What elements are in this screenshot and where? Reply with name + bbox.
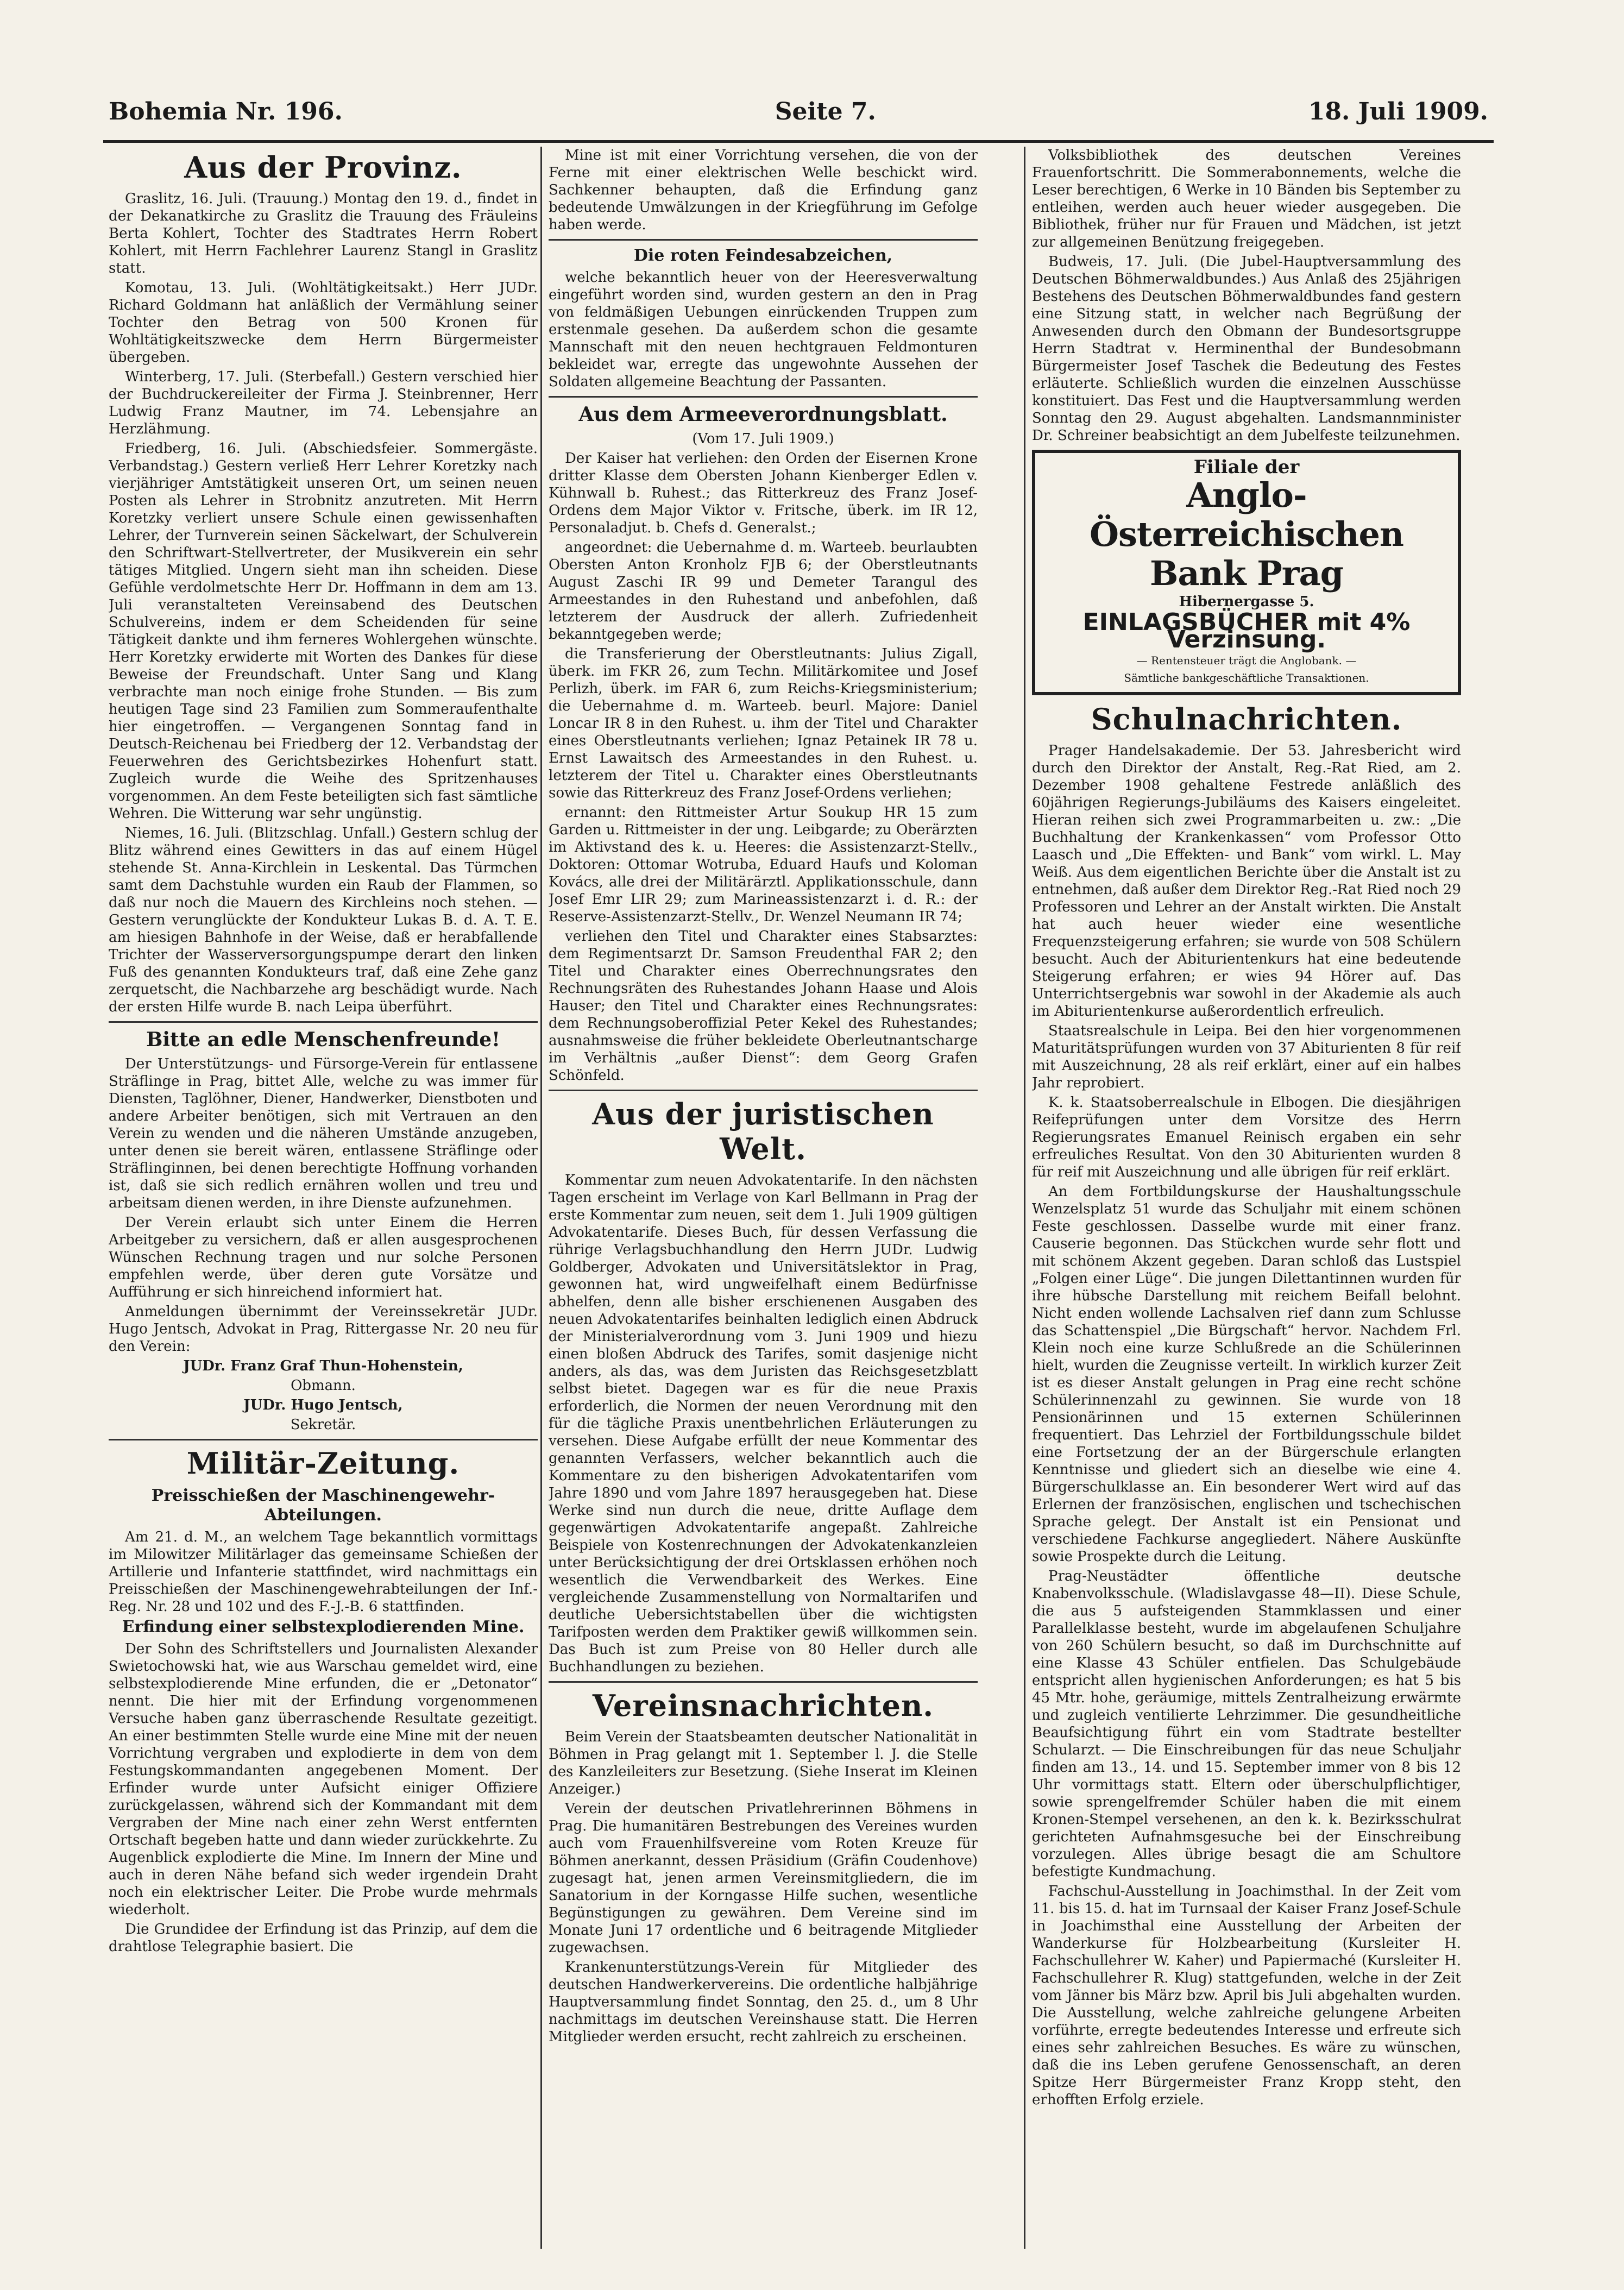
provinz-article: Friedberg, 16. Juli. (Abschiedsfeier. Sommergäste. Verbandstag.) Gestern verließ Herr Lehrer Koretzky nach vierjähriger Amtstätigkeit unseren Ort, um seinen neuen Posten als Lehrer in Strobnitz anzutreten. Mit Herrn Koretzky verliert unsere Schule einen gewissenhaften Lehrer, der Turnverein seinen Säckelwart, der Schulverein den Schriftwart-Stellvertreter, der Musikverein ein sehr tätiges Mitglied. Ungern sieht man ihn scheiden. Diese Gefühle verdolmetschte Herr Dr. Hoffmann in dem am 13. Juli veranstalteten Vereinsabend des Deutschen Schulvereins, indem er dem Scheidenden für seine Tätigkeit dankte und ihm ferneres Wohlergehen wünschte. Herr Koretzky erwiderte mit Worten des Dankes für diese Beweise der Freundschaft. Unter Sang und Klang verbrachte man noch einige frohe Stunden. — Bis zum heutigen Tage sind 23 Familien zum Sommeraufenthalte hier eingetroffen. — Vergangenen Sonntag fand in Deutsch-Reichenau bei Friedberg der 12. Verbandstag der Feuerwehren des Gerichtsbezirkes Hohenfurt statt. Zugleich wurde die Weihe des Spritzenhauses vorgenommen. An dem Feste beteiligten sich fast sämtliche Wehren. Die Witterung war sehr ungünstig. (109, 441, 538, 822)
header-page-number: Seite 7. (775, 97, 876, 125)
armee-paragraph: die Transferierung der Oberstleutnants: Julius Zigall, überk. im FKR 26, zum Techn. Militärkomitee und Josef Perlizh, überk. im FAR 6, zum Reichs-Kriegsministerium; die Uebernahme d. m. Warteeb. beurl. Majore: Daniel Loncar IR 8 in den Ruhest. u. ihm der Titel und Charakter eines Oberstleutnants verliehen; Ignaz Petainek IR 78 u. Ernst Lawaitsch des Armeestandes in den Ruhest. u. letzterem der Titel u. Charakter eines Oberstleutnants sowie das Ritterkreuz des Franz Josef-Ordens verliehen; (549, 646, 978, 801)
signature-name: JUDr. Hugo Jentsch, (243, 1397, 403, 1413)
erfindung-heading: Erfindung einer selbstexplodierenden Mine. (122, 1618, 525, 1637)
verein-paragraph: Krankenunterstützungs-Verein für Mitglieder des deutschen Handwerkervereins. Die ordentliche halbjährige Hauptversammlung findet Sonntag, den 25. d., um 8 Uhr nachmittags im deutschen Vereinshause statt. Die Herren Mitglieder werden ersucht, recht zahlreich zu erscheinen. (549, 1959, 978, 2045)
jur-paragraph: Kommentar zum neuen Advokatentarife. In den nächsten Tagen erscheint im Verlage von Karl Bellmann in Prag der erste Kommentar zum neuen, seit dem 1. Juli 1909 gültigen Advokatentarife. Dieses Buch, für dessen Verfassung die rührige Verlagsbuchhandlung den Herrn JUDr. Ludwig Goldberger, Advokaten und Universitätslektor in Prag, gewonnen hat, wird ungweifelhaft einem Bedürfnisse abhelfen, denn alle bisher erschienenen Ausgaben des neuen Advokatentarifes beinhalten lediglich einen Abdruck der Ministerialverordnung vom 3. Juni 1909 und hiezu einen bloßen Abdruck des Tarifes, somit dasjenige nicht anders, als das, was dem Juristen das Reichsgesetzblatt selbst bietet. Dagegen war es für die neue Praxis erforderlich, die Normen der neuen Verordnung mit den für die tägliche Praxis unentbehrlichen Erläuterungen zu versehen. Diese Aufgabe erfüllt der neue Kommentar des genannten Verfassers, welcher bekanntlich auch die Kommentare zu den bisherigen Advokatentarifen vom Jahre 1890 und vom Jahre 1897 herausgegeben hat. Diese Werke sind nun durch die neue, dritte Auflage dem gegenwärtigen Advokatentarife angepaßt. Zahlreiche Beispiele von Kostenrechnungen der Advokatenkanzleien unter Berücksichtigung der drei Ortsklassen erhöhen noch wesentlich die Verwendbarkeit des Werkes. Eine vergleichende Zusammenstellung von Normaltarifen und deutliche Uebersichtstabellen über die wichtigsten Tarifposten werden dem Praktiker gewiß willkommen sein. Das Buch ist zum Preise von 80 Heller durch alle Buchhandlungen zu beziehen. (549, 1172, 978, 1675)
preis-paragraph: Am 21. d. M., an welchem Tage bekanntlich vormittags im Milowitzer Militärlager das gemeinsame Schießen der Artillerie und Infanterie stattfindet, wird nachmittags ein Preisschießen der Maschinengewehrabteilungen der Inf.-Reg. Nr. 28 und 102 und des F.-J.-B. 6 stattfinden. (109, 1529, 538, 1615)
verein-paragraph: Verein der deutschen Privatlehrerinnen Böhmens in Prag. Die humanitären Bestrebungen des Vereines wurden auch vom Frauenhilfsvereine vom Roten Kreuze für Böhmen anerkannt, dessen Präsidium (Gräfin Coudenhove) zugesagt hat, jenen armen Vereinsmitgliedern, die im Sanatorium in der Korngasse Hilfe suchen, wesentliche Begünstigungen zu gewähren. Dem Vereine sind im Monate Juni 17 ordentliche und 6 beitragende Mitglieder zugewachsen. (549, 1801, 978, 1956)
schul-paragraph: Prag-Neustädter öffentliche deutsche Knabenvolksschule. (Wladislavgasse 48—II). Diese Schule, die aus 5 aufsteigenden Stammklassen und einer Parallelklasse besteht, wurde im abgelaufenen Schuljahre von 260 Schülern besucht, so daß im Durchschnitte auf eine Klasse 43 Schüler entfielen. Das Schulgebäude entspricht allen hygienischen Anforderungen; es hat 5 bis 45 Mtr. hohe, geräumige, mittels Zentralheizung erwärmte und zugleich ventilierte Lehrzimmer. Die gesundheitliche Beaufsichtigung führt ein vom Stadtrate bestellter Schularzt. — Die Einschreibungen für das neue Schuljahr finden am 13., 14. und 15. September immer von 8 bis 12 Uhr vormittags statt. Eltern oder überschulpflichtiger, sowie sprengelfremder Schüler haben die mit einem Kronen-Stempel versehenen, an den k. k. Bezirksschulrat gerichteten Aufnahmsgesuche bei der Einschreibung vorzulegen. Alles übrige besagt die am Schultore befestigte Kundmachung. (1032, 1568, 1461, 1880)
armee-paragraph: ernannt: den Rittmeister Artur Soukup HR 15 zum Garden u. Rittmeister in der ung. Leibgarde; zu Oberärzten im Aktivstand des k. u. Heeres: die Assistenzarzt-Stellv., Doktoren: Ottomar Wotruba, Eduard Haufs und Koloman Kovács, alle drei der Militärärztl. Applikationsschule, dann Josef Emr LIR 29; zum Marineassistenzarzt i. d. R.: der Reserve-Assistenzarzt-Stellv., Dr. Wenzel Neumann IR 74; (549, 804, 978, 925)
provinz-article: Winterberg, 17. Juli. (Sterbefall.) Gestern verschied hier der Buchdruckereileiter der Firma J. Steinbrenner, Herr Ludwig Franz Mautner, im 74. Lebensjahre an Herzlähmung. (109, 369, 538, 437)
armee-heading: Aus dem Armeeverordnungsblatt. (578, 403, 948, 426)
bitte-heading: Bitte an edle Menschenfreunde! (146, 1028, 500, 1051)
preis-heading: Preisschießen der Maschinengewehr-Abteilungen. (151, 1486, 495, 1525)
erfindung-paragraph: Die Grundidee der Erfindung ist das Prinzip, auf dem die drahtlose Telegraphie basiert. Die (109, 1921, 538, 1955)
bitte-paragraph: Der Unterstützungs- und Fürsorge-Verein für entlassene Sträflinge in Prag, bittet Alle, welche zu was immer für Diensten, Taglöhner, Diener, Handwerker, Dienstboten und andere Arbeiter benötigen, sich mit Vertrauen an den Verein zu wenden und die näheren Umstände anzugeben, unter denen sie bereit wären, entlassene Sträflinge oder Sträflinginnen, bei denen berechtigte Hoffnung vorhanden ist, daß sie sich redlich ernähren wollen und treu und arbeitsam dienen werden, in ihre Dienste aufzunehmen. (109, 1056, 538, 1211)
militaer-heading: Militär-Zeitung. (186, 1446, 460, 1481)
provinz-heading: Aus der Provinz. (184, 150, 462, 185)
bank-advertisement (1032, 450, 1461, 695)
schul-paragraph: An dem Fortbildungskurse der Haushaltungsschule Wenzelsplatz 51 wurde das Schuljahr mit einem schönen Feste geschlossen. Dasselbe wurde mit einer franz. Causerie begonnen. Das Stückchen wurde sehr flott und mit schönem Akzent gegeben. Daran schloß das Lustspiel „Folgen einer Lüge“. Die jungen Dilettantinnen wurden für ihre hübsche Darstellung mit reichem Beifall belohnt. Nicht enden wollende Lachsalven rief dann zum Schlusse das Schattenspiel „Die Bürgschaft“ hervor. Nachdem Frl. Klein noch eine kurze Schlußrede an die Schülerinnen hielt, wurden die Zeugnisse verteilt. In wirklich kurzer Zeit ist es dieser Anstalt gelungen in Prag eine recht schöne Schülerinnenzahl zu gewinnen. Sie wurde von 18 Pensionärinnen und 15 externen Schülerinnen frequentiert. Das Lehrziel der Fortbildungsschule bildet eine Fortsetzung der an der Bürgerschule erlangten Kenntnisse und gliedert sich an dieselbe wie eine 4. Bürgerschulklasse an. Ein besonderer Wert wird auf das Erlernen der französischen, englischen und tschechischen Sprache gelegt. Der Anstalt ist ein Pensionat und verschiedene Fachkurse angegliedert. Nähere Auskünfte sowie Prospekte durch die Leitung. (1032, 1184, 1461, 1565)
column-divider (1024, 147, 1025, 2249)
ad-note: — Rentensteuer trägt die Anglobank. — (1136, 654, 1357, 667)
provinz-article: Komotau, 13. Juli. (Wohltätigkeitsakt.) Herr JUDr. Richard Goldmann hat anläßlich der Vermählung seiner Tochter den Betrag von 500 Kronen für Wohltätigkeitszwecke dem Herrn Bürgermeister übergeben. (109, 280, 538, 366)
jur-heading: Aus der juristischen Welt. (592, 1097, 934, 1166)
column-1 (109, 147, 538, 2254)
page-header (109, 87, 1488, 136)
volks-paragraph: Volksbibliothek des deutschen Vereines Frauenfortschritt. Die Sommerabonnements, welche die Leser berechtigen, 6 Werke in 10 Bänden bis September zu entleihen, werden auch heuer wieder ausgegeben. Die Bibliothek, früher nur für Frauen und Mädchen, ist jetzt zur allgemeinen Benützung freigegeben. (1032, 147, 1461, 250)
armee-paragraph: Der Kaiser hat verliehen: den Orden der Eisernen Krone dritter Klasse dem Obersten Johann Kienberger Edlen v. Kühnwall b. Ruhest.; das Ritterkreuz des Franz Josef-Ordens dem Major Viktor v. Fritsche, überk. im IR 12, Personaladjut. b. Chefs d. Generalst.; (549, 450, 978, 536)
header-rule (103, 140, 1494, 143)
provinz-article: Niemes, 16. Juli. (Blitzschlag. Unfall.) Gestern schlug der Blitz während eines Gewitters in das auf einem Hügel stehende St. Anna-Kirchlein in Leskental. Das Türmchen samt dem Dachstuhle wurden ein Raub der Flammen, so daß nur noch die Mauern des Kirchleins noch stehen. — Gestern verunglückte der Kondukteur Lukas B. d. A. T. E. am hiesigen Bahnhofe in der Weise, daß er herabfallende Trichter der Wasserversorgungspumpe derart den linken Fuß des genannten Kondukteurs traf, daß eine Zehe ganz zerquetscht, die Nachbarzehe arg beschädigt wurde. Nach der ersten Hilfe wurde B. nach Leipa überführt. (109, 825, 538, 1015)
bitte-paragraph: Der Verein erlaubt sich unter Einem die Herren Arbeitgeber zu versichern, daß er allen ausgesprochenen Wünschen Rechnung tragen und nur solche Personen empfehlen werde, über deren gute Vorsätze und Aufführung er sich hinreichend informiert hat. (109, 1215, 538, 1300)
provinz-article: Graslitz, 16. Juli. (Trauung.) Montag den 19. d., findet in der Dekanatkirche zu Graslitz die Trauung des Fräuleins Berta Kohlert, Tochter des Stadtrates Herrn Robert Kohlert, mit Herrn Fachlehrer Laurenz Stangl in Graslitz statt. (109, 191, 538, 276)
column-divider (540, 147, 542, 2249)
schul-paragraph: Prager Handelsakademie. Der 53. Jahresbericht wird durch den Direktor der Anstalt, Reg.-Rat Ried, am 2. Dezember 1908 gehaltene Festrede anläßlich des 60jährigen Regierungs-Jubiläums des Kaisers eingeleitet. Hieran reihen sich zwei Programmarbeiten u. zw.: „Die Buchhaltung der Krankenkassen“ vom Professor Otto Laasch und „Die Effekten- und Bank“ vom wirkl. L. May Weiß. Aus dem eigentlichen Berichte über die Anstalt ist zu entnehmen, daß außer dem Direktor Reg.-Rat Ried noch 29 Professoren und Lehrer an der Anstalt wirkten. Die Anstalt hat auch heuer wieder eine wesentliche Frequenzsteigerung erfahren; sie wurde von 508 Schülern besucht. Auch der Abiturientenkurs hat eine bedeutende Steigerung erfahren; er wies 94 Hörer auf. Das Unterrichtsergebnis war sowohl in der Akademie als auch im Abiturientenkurse außerordentlich erfreulich. (1032, 743, 1461, 1020)
column-2 (549, 147, 978, 2254)
verein-heading: Vereinsnachrichten. (592, 1688, 934, 1723)
signature-role: Obmann. (291, 1377, 356, 1394)
budweis-paragraph: Budweis, 17. Juli. (Die Jubel-Hauptversammlung des Deutschen Böhmerwaldbundes.) Aus Anlaß des 25jährigen Bestehens des Deutschen Böhmerwaldbundes fand gestern eine Sitzung statt, in welcher nach Begrüßung der Anwesenden durch den Obmann der Bundesortsgruppe Herrn Stadtrat v. Herminenthal der Bundesobmann Bürgermeister Josef Taschek die Bedeutung des Festes erläuterte. Schließlich wurden die einzelnen Ausschüsse konstituiert. Das Fest und die Hauptversammlung werden Sonntag den 29. August abgehalten. Landsmannminister Dr. Schreiner beabsichtigt an dem Jubelfeste teilzunehmen. (1032, 254, 1461, 444)
section-rule (549, 239, 978, 241)
erfindung-paragraph: Der Sohn des Schriftstellers und Journalisten Alexander Swietochowski hat, wie aus Warschau gemeldet wird, eine selbstexplodierende Mine erfunden, die er „Detonator“ nennt. Die hier mit der Erfindung vorgenommenen Versuche haben ganz überraschende Resultate gezeitigt. An einer bestimmten Stelle wurde eine Mine mit der neuen Vorrichtung vergraben und explodierte in dem von dem Festungskommandanten angegebenen Moment. Der Erfinder wurde unter Aufsicht einiger Offiziere zurückgelassen, während sich der Kommandant mit dem Vergraben der Mine nach einer zehn Werst entfernten Ortschaft begeben hatte und dann wieder zurückkehrte. Zu Augenblick explodierte die Mine. Im Innern der Mine und auch in deren Nähe befand sich weder irgendein Draht noch ein elektrischer Leiter. Die Probe wurde mehrmals wiederholt. (109, 1641, 538, 1918)
signature-name: JUDr. Franz Graf Thun-Hohenstein, (183, 1358, 463, 1374)
section-rule (109, 1439, 538, 1440)
signature-role: Sekretär. (290, 1417, 356, 1433)
verein-paragraph: Beim Verein der Staatsbeamten deutscher Nationalität in Böhmen in Prag gelangt mit 1. September l. J. die Stelle des Kanzleileiters zur Besetzung. (Siehe Inserat im Kleinen Anzeiger.) (549, 1729, 978, 1797)
header-issue: Bohemia Nr. 196. (109, 97, 343, 125)
rote-paragraph: welche bekanntlich heuer von der Heeresverwaltung eingeführt worden sind, wurden gestern an den in Prag von feldmäßigen Uebungen einrückenden Truppen zum erstenmale gesehen. Da außerdem schon die gesamte Mannschaft mit den neuen hechtgrauen Feldmonturen bekleidet war, erregte das ungewohnte Aussehen der Soldaten allgemeine Beachtung der Passanten. (549, 269, 978, 390)
mine-continuation: Mine ist mit einer Vorrichtung versehen, die von der Ferne mit einer elektrischen Welle beschickt wird. Sachkenner behaupten, daß die Erfindung ganz bedeutende Umwälzungen in der Kriegführung im Gefolge haben werde. (549, 147, 978, 233)
bitte-paragraph: Anmeldungen übernimmt der Vereinssekretär JUDr. Hugo Jentsch, Advokat in Prag, Rittergasse Nr. 20 neu für den Verein: (109, 1304, 538, 1355)
schul-paragraph: K. k. Staatsoberrealschule in Elbogen. Die diesjährigen Reifeprüfungen unter dem Vorsitze des Herrn Regierungsrates Emanuel Reinisch ergaben ein sehr erfreuliches Resultat. Von den 30 Abiturienten wurden 8 für reif mit Auszeichnung und alle übrigen für reif erklärt. (1032, 1094, 1461, 1180)
schul-paragraph: Fachschul-Ausstellung in Joachimsthal. In der Zeit vom 11. bis 15. d. hat im Turnsaal der Kaiser Franz Josef-Schule in Joachimsthal eine Ausstellung der Arbeiten der Wanderkurse für Holzbearbeitung (Kursleiter H. Fachschullehrer W. Kaher) und Papiermaché (Kursleiter H. Fachschullehrer R. Klug) stattgefunden, welche in der Zeit vom Jänner bis März bzw. April bis Juli abgehalten wurden. Die Ausstellung, welche zahlreiche gelungene Arbeiten vorführte, erregte bedeutendes Interesse und erfreute sich eines sehr zahlreichen Besuches. Es wäre zu wünschen, daß die ins Leben gerufene Genossenschaft, an deren Spitze Herr Bürgermeister Franz Kropp steht, den erhofften Erfolg erziele. (1032, 1883, 1461, 2108)
armee-date: (Vom 17. Juli 1909.) (692, 431, 834, 447)
rote-heading: Die roten Feindesabzeichen, (633, 246, 893, 265)
schul-paragraph: Staatsrealschule in Leipa. Bei den hier vorgenommenen Maturitätsprüfungen wurden von 37 Abiturienten 8 für reif mit Auszeichnung, 28 als reif erklärt, einer auf ein halbes Jahr reprobiert. (1032, 1023, 1461, 1091)
header-date: 18. Juli 1909. (1308, 97, 1488, 125)
ad-note: Sämtliche bankgeschäftliche Transaktionen. (1124, 671, 1369, 684)
armee-paragraph: angeordnet: die Uebernahme d. m. Warteeb. beurlaubten Obersten Anton Kronholz FJB 6; der Oberstleutnants August Zaschi IR 99 und Demeter Tarangul des Armeestandes in den Ruhestand und anbefohlen, daß letzterem der Ausdruck der allerh. Zufriedenheit bekanntgegeben werde; (549, 539, 978, 643)
section-rule (549, 1681, 978, 1683)
section-rule (549, 396, 978, 398)
armee-paragraph: verliehen den Titel und Charakter eines Stabsarztes: dem Regimentsarzt Dr. Samson Freudenthal FAR 2; den Titel und Charakter eines Oberrechnungsrates den Rechnungsräten des Ruhestandes Johann Haase und Alois Hauser; den Titel und Charakter eines Rechnungsrates: dem Rechnungsoberoffizial Peter Kekel des Ruhestandes; ausnahmsweise die früher bekleidete Oberleutnantscharge im Verhältnis „außer Dienst“: dem Georg Grafen Schönfeld. (549, 928, 978, 1084)
section-rule (549, 1090, 978, 1091)
ad-bank-name: Anglo-Österreichischen Bank Prag (1090, 475, 1403, 593)
ad-offer: EINLAGSBÜCHER mit 4% Verzinsung. (1082, 608, 1411, 653)
ad-address: Hibernergasse 5. (1179, 594, 1314, 610)
column-3 (1032, 147, 1461, 2254)
section-rule (109, 1021, 538, 1023)
schul-heading: Schulnachrichten. (1091, 702, 1402, 737)
ad-line: Filiale der (1193, 456, 1300, 478)
